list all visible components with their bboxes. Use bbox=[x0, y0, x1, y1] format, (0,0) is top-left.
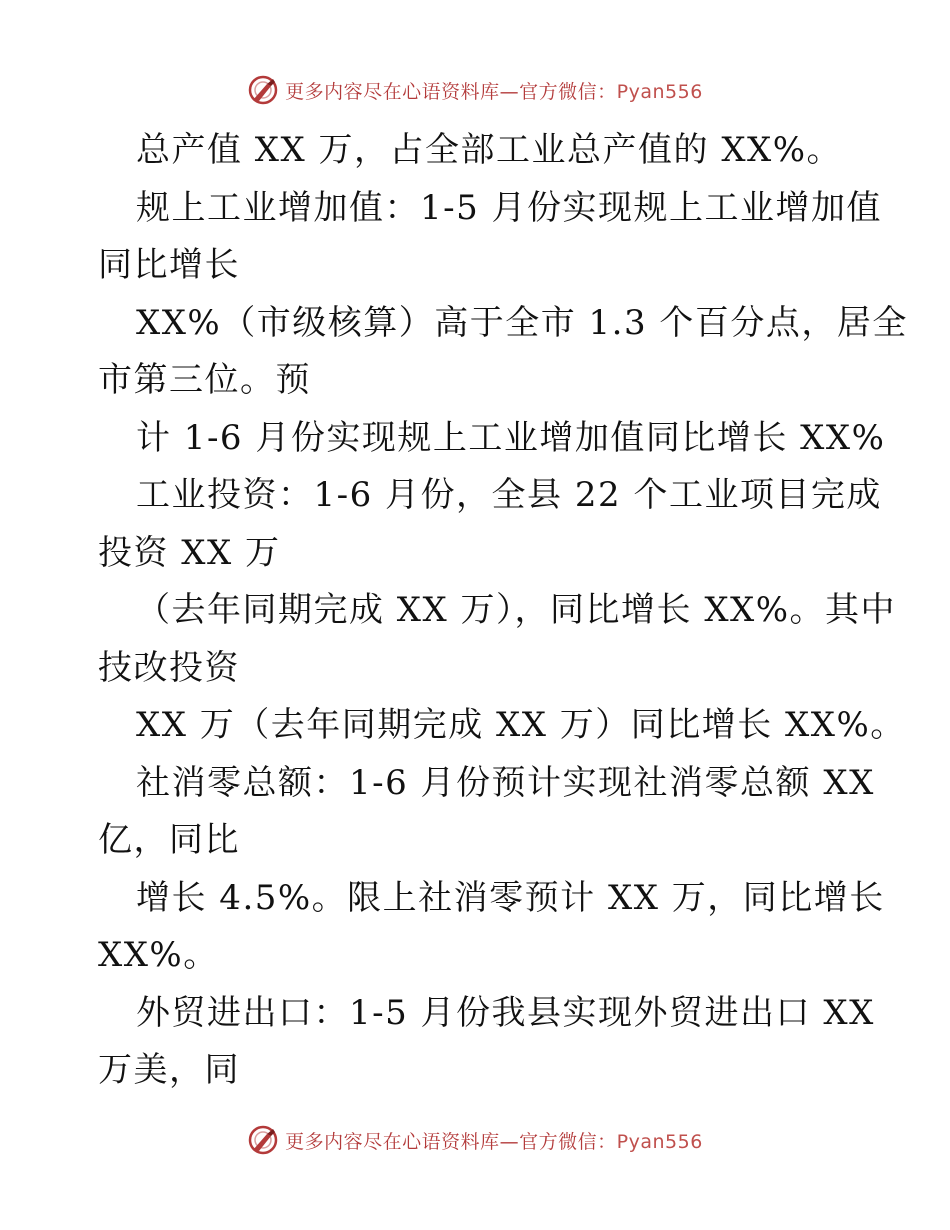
text-line: 规上工业增加值：1-5 月份实现规上工业增加值 bbox=[136, 187, 883, 228]
text-line: （去年同期完成 XX 万），同比增长 XX%。其中 bbox=[136, 590, 897, 630]
text-line: 万美，同 bbox=[98, 1050, 240, 1090]
text-line: XX 万（去年同期完成 XX 万）同比增长 XX%。 bbox=[136, 705, 906, 745]
text-line: 技改投资 bbox=[98, 647, 240, 688]
text-line: 增长 4.5%。限上社消零预计 XX 万，同比增长 bbox=[136, 877, 885, 918]
text-line: XX%。 bbox=[98, 935, 219, 975]
watermark-handle: Pyan556 bbox=[616, 1130, 703, 1153]
text-line: 外贸进出口：1-5 月份我县实现外贸进出口 XX bbox=[136, 992, 875, 1033]
pen-logo-icon bbox=[247, 1124, 279, 1156]
text-line: 投资 XX 万 bbox=[98, 532, 281, 573]
watermark-text: 更多内容尽在心语资料库—官方微信：Pyan556 bbox=[285, 80, 703, 103]
text-line: 工业投资：1-6 月份，全县 22 个工业项目完成 bbox=[136, 475, 882, 515]
header-watermark bbox=[0, 70, 950, 110]
text-line: 同比增长 bbox=[98, 245, 240, 285]
text-line: 市第三位。预 bbox=[98, 360, 311, 400]
text-line: 社消零总额：1-6 月份预计实现社消零总额 XX bbox=[136, 762, 875, 803]
text-line: 总产值 XX 万，占全部工业总产值的 XX%。 bbox=[136, 130, 843, 170]
footer-watermark bbox=[0, 1120, 950, 1160]
text-line: 亿，同比 bbox=[98, 820, 240, 860]
text-line: XX%（市级核算）高于全市 1.3 个百分点，居全 bbox=[136, 302, 908, 343]
watermark-text: 更多内容尽在心语资料库—官方微信：Pyan556 bbox=[285, 1130, 703, 1153]
pen-logo-icon bbox=[247, 74, 279, 106]
document-body bbox=[98, 122, 908, 1100]
text-line: 计 1-6 月份实现规上工业增加值同比增长 XX% bbox=[136, 417, 886, 458]
watermark-handle: Pyan556 bbox=[616, 80, 703, 103]
